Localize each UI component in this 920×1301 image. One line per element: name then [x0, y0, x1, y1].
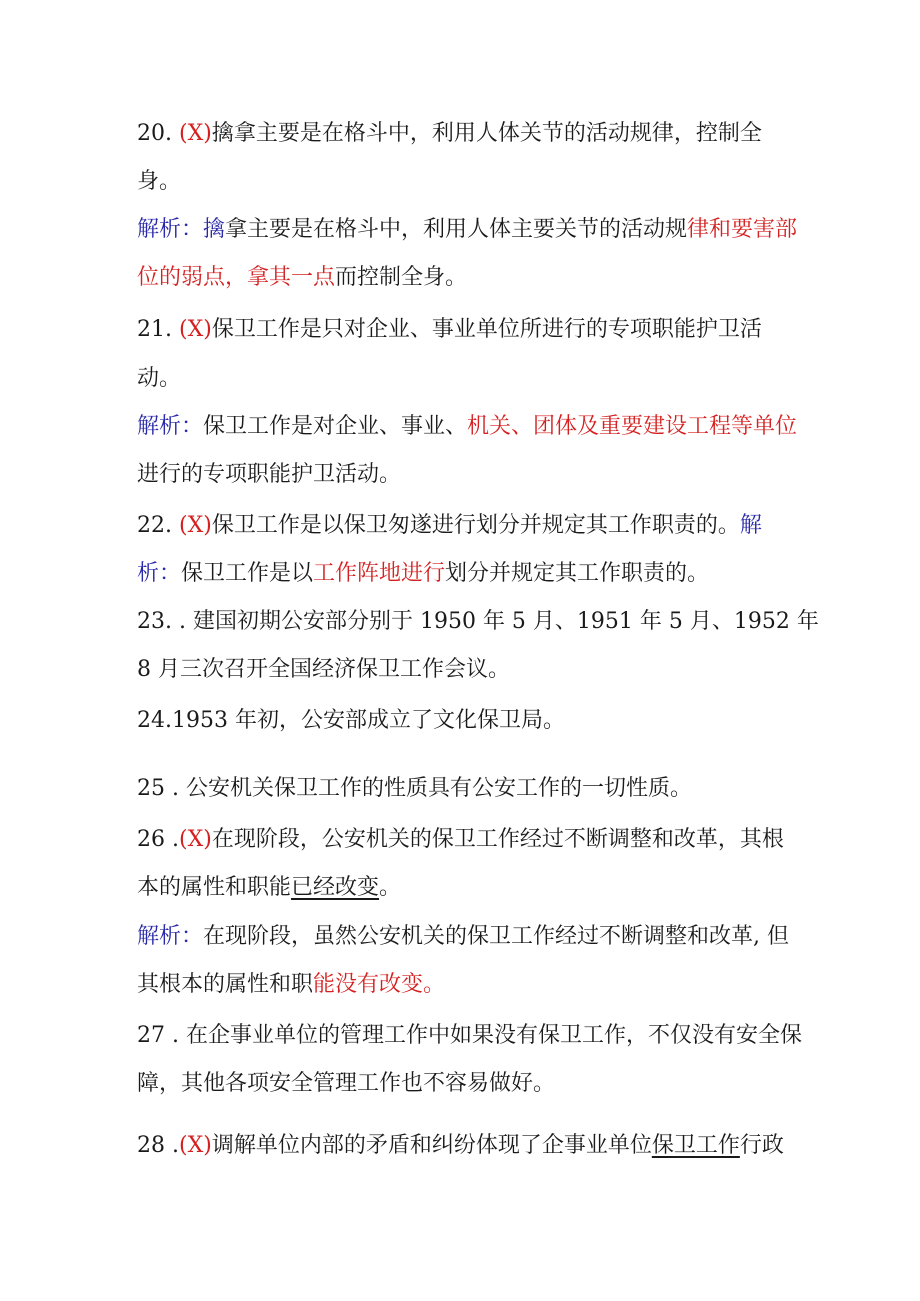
analysis-correction: 机关、团体及重要建设工程等单位: [467, 414, 798, 439]
analysis-label: 析：: [137, 561, 182, 586]
analysis-text: 拿主要是在格斗中，利用人体主要关节的活动规: [225, 217, 688, 242]
statement-text: 保卫工作是以保卫匆遂进行划分并规定其工作职责的。: [211, 513, 740, 538]
statement-text: 动。: [137, 366, 182, 391]
item-24-line-1: [137, 706, 565, 736]
item-20-line-2: [137, 167, 181, 197]
statement-text: 在现阶段，公安机关的保卫工作经过不断调整和改革，其根: [211, 827, 784, 852]
analysis-text: 进行的专项职能护卫活动。: [137, 462, 402, 487]
analysis-correction: 工作阵地进行: [313, 561, 446, 586]
statement-text: 25 . 公安机关保卫工作的性质具有公安工作的一切性质。: [137, 776, 692, 801]
item-23-line-2: [137, 655, 510, 685]
false-mark: (X): [178, 121, 212, 146]
item-23-line-1: [137, 607, 819, 637]
analysis-text: 保卫工作是以: [181, 561, 314, 586]
analysis-text: 而控制全身。: [335, 265, 468, 290]
item-28-line-1: [137, 1131, 784, 1161]
item-21-line-1: [137, 315, 762, 345]
item-26-line-1: [137, 825, 784, 855]
item-number: 26 .: [137, 827, 179, 852]
statement-text: 27 . 在企事业单位的管理工作中如果没有保卫工作，不仅没有安全保: [137, 1023, 802, 1048]
analysis-21-line-2: [137, 460, 401, 490]
statement-text: 本的属性和职能: [137, 875, 292, 900]
statement-text: 障，其他各项安全管理工作也不容易做好。: [137, 1071, 556, 1096]
statement-text: 8 月三次召开全国经济保卫工作会议。: [137, 657, 510, 682]
item-27-line-1: [137, 1021, 802, 1051]
false-mark: (X): [178, 513, 212, 538]
analysis-21-line-1: [137, 412, 797, 442]
analysis-26-line-1: [137, 922, 789, 952]
analysis-correction: 能没有改变。: [313, 972, 446, 997]
item-20-line-1: [137, 119, 762, 149]
item-number: 22.: [137, 513, 179, 538]
analysis-text: 其根本的属性和职: [137, 972, 314, 997]
analysis-text: 在现阶段，虽然公安机关的保卫工作经过不断调整和改革, 但: [203, 924, 790, 949]
statement-text: 。: [379, 875, 402, 900]
statement-text: 行政: [739, 1133, 784, 1158]
item-21-line-2: [137, 364, 181, 394]
item-number: 28 .: [137, 1133, 179, 1158]
false-mark: (X): [178, 827, 212, 852]
item-26-line-2: [137, 873, 401, 903]
statement-text: 24.1953 年初，公安部成立了文化保卫局。: [137, 708, 565, 733]
underlined-error: 保卫工作: [651, 1133, 740, 1158]
false-mark: (X): [178, 1133, 212, 1158]
item-22-line-2: [137, 559, 709, 589]
analysis-26-line-2: [137, 970, 445, 1000]
underlined-error: 已经改变: [291, 875, 380, 900]
item-27-line-2: [137, 1069, 555, 1099]
analysis-correction: 律和要害部: [687, 217, 798, 242]
analysis-label: 解析：擒: [137, 217, 226, 242]
analysis-text: 划分并规定其工作职责的。: [445, 561, 710, 586]
item-25-line-1: [137, 774, 692, 804]
analysis-20-line-1: [137, 215, 797, 245]
analysis-text: 保卫工作是对企业、事业、: [203, 414, 468, 439]
analysis-label: 解析：: [137, 924, 204, 949]
analysis-label: 解: [739, 513, 762, 538]
analysis-correction: 位的弱点，拿其一点: [137, 265, 336, 290]
statement-text: 调解单位内部的矛盾和纠纷体现了企事业单位: [211, 1133, 652, 1158]
statement-text: 身。: [137, 169, 182, 194]
analysis-20-line-2: [137, 263, 467, 293]
statement-text: 保卫工作是只对企业、事业单位所进行的专项职能护卫活: [211, 317, 762, 342]
statement-text: 23. . 建国初期公安部分别于 1950 年 5 月、1951 年 5 月、1952 年: [137, 609, 819, 634]
false-mark: (X): [178, 317, 212, 342]
item-number: 20.: [137, 121, 179, 146]
analysis-label: 解析：: [137, 414, 204, 439]
statement-text: 擒拿主要是在格斗中，利用人体关节的活动规律，控制全: [211, 121, 762, 146]
item-22-line-1: [137, 511, 762, 541]
item-number: 21.: [137, 317, 179, 342]
